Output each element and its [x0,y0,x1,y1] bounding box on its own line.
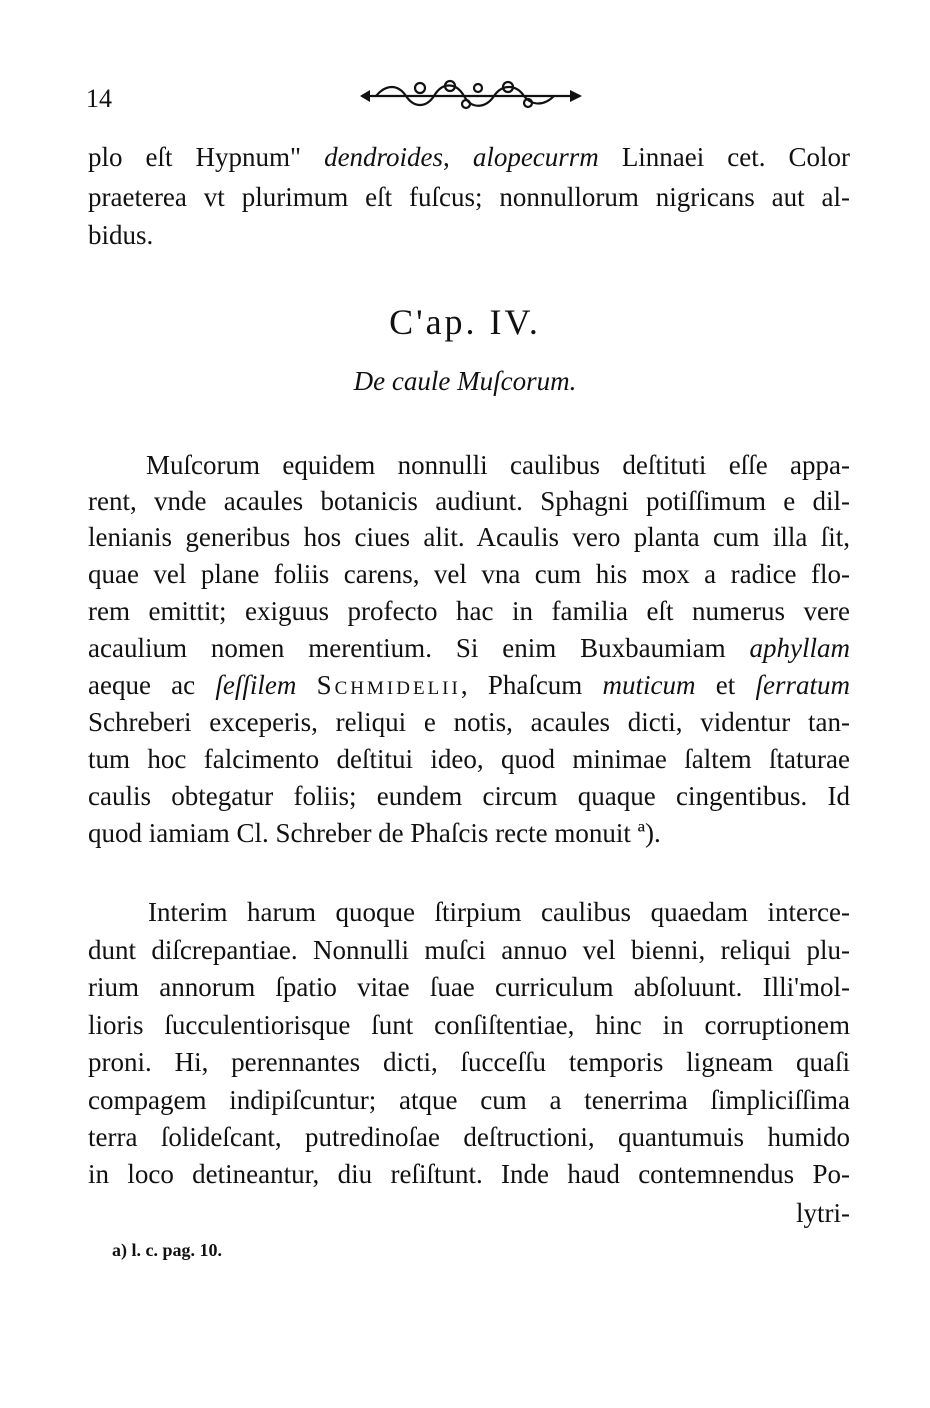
ornamental-vine-headpiece-icon [358,78,584,112]
text-line: Interim harum quoque ſtirpium caulibus quaedam interce- [148,897,850,927]
text-line: acaulium nomen merentium. Si enim Buxbaumiam aphyllam [88,633,850,663]
chapter-subtitle: De caule Muſcorum. [353,366,577,396]
text-line: bidus. [88,220,154,250]
text-line: compagem indipiſcuntur; atque cum a tenerrima ſimpliciſſima [88,1085,850,1115]
text-line: lioris ſucculentiorisque ſunt conſiſtentiae, hinc in corruptionem [88,1010,850,1040]
page-number: 14 [86,84,112,113]
text-line: rem emittit; exiguus profecto hac in familia eſt numerus vere [88,596,850,626]
text-line: Schreberi exceperis, reliqui e notis, acaules dicti, videntur tan- [88,707,850,737]
text-line: tum hoc falcimento deſtitui ideo, quod minimae ſaltem ſtaturae [88,744,850,774]
catchword: lytri- [796,1198,850,1228]
text-line: Muſcorum equidem nonnulli caulibus deſtituti eſſe appa- [146,450,850,480]
text-line: rium annorum ſpatio vitae ſuae curriculum abſoluunt. Illi'mol- [88,972,850,1002]
text-line: lenianis generibus hos ciues alit. Acaulis vero planta cum illa ſit, [88,522,850,552]
text-line: dunt diſcrepantiae. Nonnulli muſci annuo vel bienni, reliqui plu- [88,935,850,965]
chapter-title: C'ap. IV. [389,302,541,342]
text-line: quod iamiam Cl. Schreber de Phaſcis recte monuit ª). [88,818,661,848]
text-line: proni. Hi, perennantes dicti, ſucceſſu temporis ligneam quaſi [88,1047,850,1077]
text-line: aeque ac ſeſſilem Schmidelii, Phaſcum muticum et ſerratum [88,670,850,700]
text-line: praeterea vt plurimum eſt fuſcus; nonnullorum nigricans aut al- [88,182,850,212]
text-line: terra ſolideſcant, putredinoſae deſtructioni, quantumuis humido [88,1122,850,1152]
text-line: rent, vnde acaules botanicis audiunt. Sphagni potiſſimum e dil- [88,486,850,516]
text-line: in loco detineantur, diu reſiſtunt. Inde haud contemnendus Po- [88,1159,850,1189]
text-line: quae vel plane foliis carens, vel vna cum his mox a radice flo- [88,559,850,589]
text-line: caulis obtegatur foliis; eundem circum quaque cingentibus. Id [88,781,850,811]
text-line: plo eſt Hypnum" dendroides, alopecurrm Linnaei cet. Color [88,142,851,172]
footnote: a) l. c. pag. 10. [112,1240,222,1260]
